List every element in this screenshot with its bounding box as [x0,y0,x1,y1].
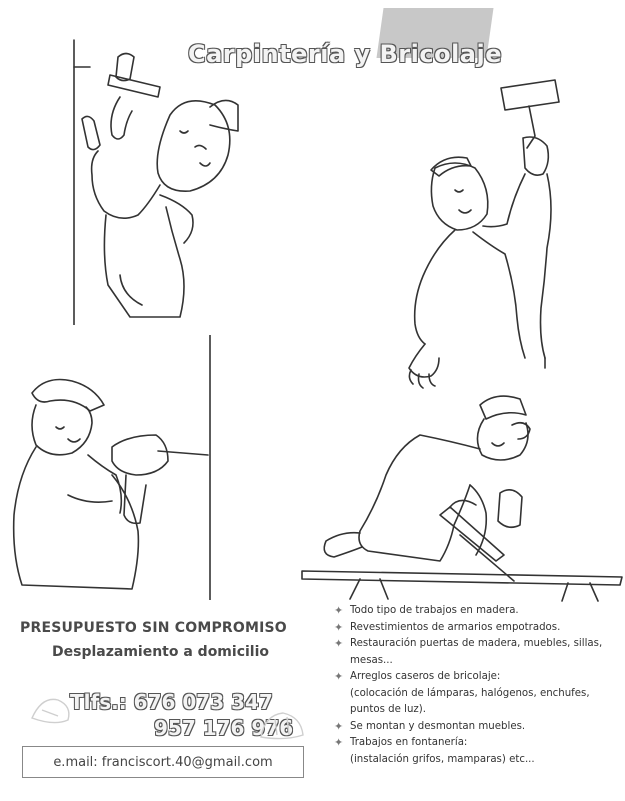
service-item: ✦ Arreglos caseros de bricolaje: [334,669,622,686]
phone-numbers-line2: 957 176 976 [154,716,294,740]
service-item-continuation: (colocación de lámparas, halógenos, enchufes, [350,687,590,699]
home-service-text: Desplazamiento a domicilio [52,644,270,660]
worker-with-drill-illustration [8,335,238,600]
service-item: ✦ Se montan y desmontan muebles. [334,719,622,736]
sparkle-bullet-icon: ✦ [334,637,344,650]
email-box [22,746,304,778]
service-item-continuation: mesas... [350,654,393,666]
sparkle-bullet-icon: ✦ [334,670,344,683]
painter-with-roller-illustration [395,78,570,403]
hammering-carpenter-illustration [60,35,260,325]
service-item-continuation: puntos de luz). [350,704,426,715]
service-item: ✦ Revestimientos de armarios empotrados. [334,620,622,637]
service-item: ✦ Todo tipo de trabajos en madera. [334,603,622,620]
faint-hand-sketch [255,705,310,745]
faint-tools-sketch [28,688,78,728]
sparkle-bullet-icon: ✦ [334,604,344,617]
sawing-worker-illustration [300,385,625,605]
services-list [334,603,622,768]
service-item: ✦ Trabajos en fontanería: [334,735,622,752]
email-text: e.mail: franciscort.40@gmail.com [53,754,273,770]
sparkle-bullet-icon: ✦ [334,736,344,749]
flyer-title: Carpintería y Bricolaje [188,40,502,68]
sparkle-bullet-icon: ✦ [334,719,344,733]
sparkle-bullet-icon: ✦ [334,620,344,634]
free-quote-heading: PRESUPUESTO SIN COMPROMISO [20,620,287,636]
service-item-continuation: (instalación grifos, mamparas) etc... [350,753,535,765]
phone-numbers-line1: Tlfs.: 676 073 347 [70,690,273,714]
service-item: ✦ Restauración puertas de madera, muebles, sillas, [334,636,622,653]
